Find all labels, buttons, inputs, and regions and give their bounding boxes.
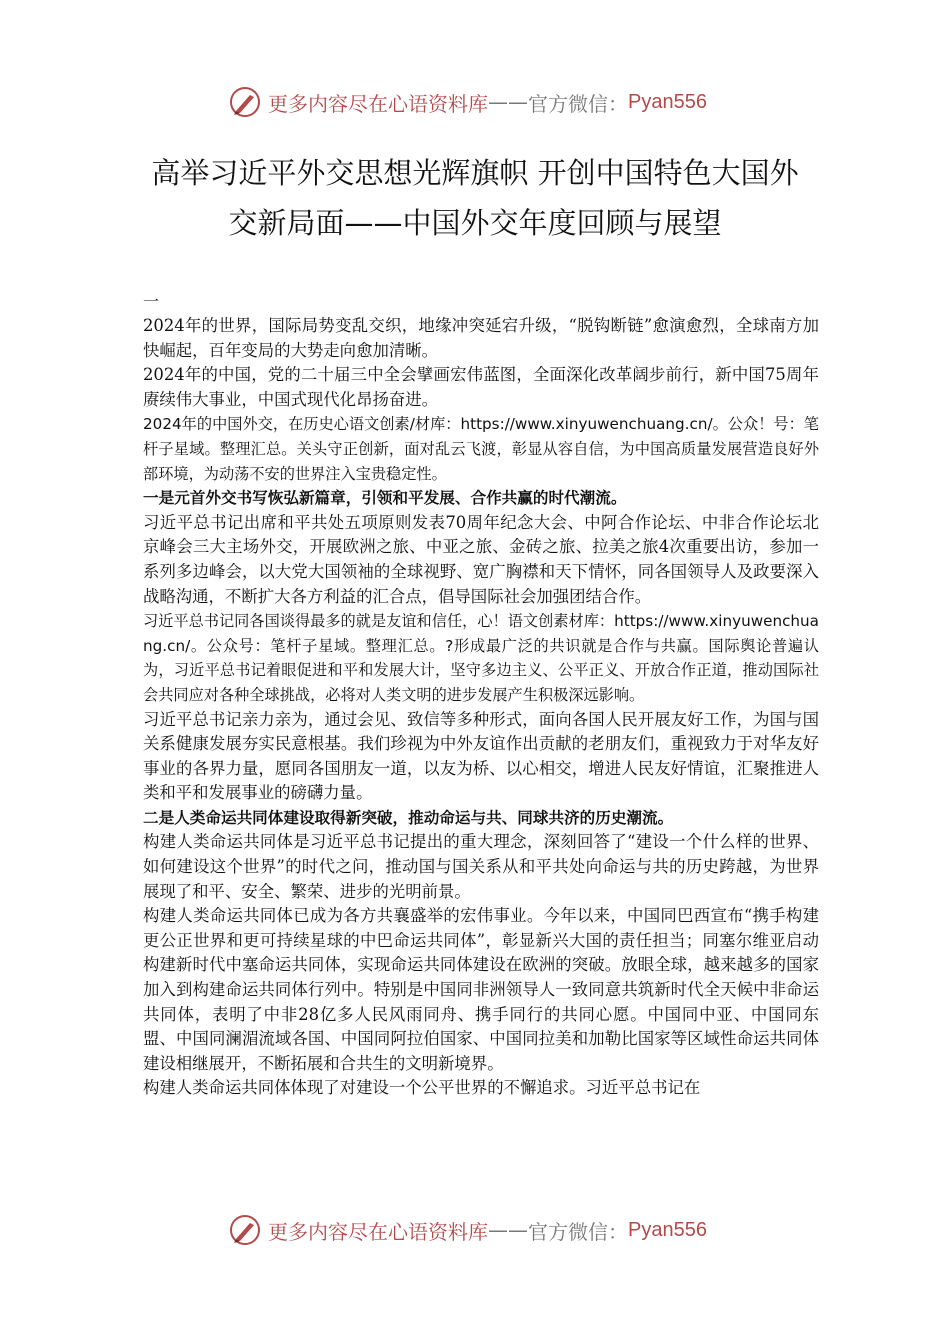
- banner-text: 更多内容尽在心语资料库: [268, 91, 488, 116]
- paragraph: 构建人类命运共同体体现了对建设一个公平世界的不懈追求。习近平总书记在: [143, 1078, 701, 1098]
- banner-dash: ——: [488, 1218, 528, 1242]
- banner-dash: ——: [488, 90, 528, 114]
- document-body: [143, 290, 819, 1101]
- paragraph: 构建人类命运共同体是习近平总书记提出的重大理念，深刻回答了“建设一个什么样的世界、如何建设这个世界”的时代之问，推动国与国关系从和平共处向命运与共的历史跨越，为世界展现了和平、安全、繁荣、进步的光明前景。: [143, 832, 819, 901]
- section-heading: 二是人类命运共同体建设取得新突破，推动命运与共、同球共济的历史潮流。: [143, 808, 674, 827]
- title-line-2: 交新局面——中国外交年度回顾与展望: [228, 206, 722, 240]
- banner-wechat-id: Pyan556: [628, 90, 707, 113]
- section-heading: 一是元首外交书写恢弘新篇章，引领和平发展、合作共赢的时代潮流。: [143, 489, 627, 508]
- document-title: [130, 148, 820, 248]
- banner-wechat-id: Pyan556: [628, 1218, 707, 1241]
- paragraph: 习近平总书记亲力亲为，通过会见、致信等多种形式，面向各国人民开展友好工作，为国与国关系健康发展夯实民意根基。我们珍视为中外友谊作出贡献的老朋友们，重视致力于对华友好事业的各界力量，愿同各国朋友一道，以友为桥、以心相交，增进人民友好情谊，汇聚推进人类和平和发展事业的磅礴力量。: [143, 709, 819, 803]
- header-banner: [228, 82, 748, 122]
- paragraph: 习近平总书记出席和平共处五项原则发表70周年纪念大会、中阿合作论坛、中非合作论坛北京峰会三大主场外交，开展欧洲之旅、中亚之旅、金砖之旅、拉美之旅4次重要出访，参加一系列多边峰会，以大党大国领袖的全球视野、宽广胸襟和天下情怀，同各国领导人及政要深入战略沟通，不断扩大各方利益的汇合点，倡导国际社会加强团结合作。: [143, 512, 819, 606]
- section-marker: 一: [143, 292, 160, 311]
- banner-text: 更多内容尽在心语资料库: [268, 1219, 488, 1244]
- footer-banner: [228, 1210, 748, 1250]
- banner-wechat-label: 官方微信：: [528, 1219, 628, 1244]
- paragraph: 构建人类命运共同体已成为各方共襄盛举的宏伟事业。今年以来，中国同巴西宣布“携手构建更公正世界和更可持续星球的中巴命运共同体”，彰显新兴大国的责任担当；同塞尔维亚启动构建新时代中塞命运共同体，实现命运共同体建设在欧洲的突破。放眼全球，越来越多的国家加入到构建命运共同体行列中。特别是中国同非洲领导人一致同意共筑新时代全天候中非命运共同体，表明了中非28亿多人民风雨同舟、携手同行的共同心愿。中国同中亚、中国同东盟、中国同澜湄流域各国、中国同阿拉伯国家、中国同拉美和加勒比国家等区域性命运共同体建设相继展开，不断拓展和合共生的文明新境界。: [143, 906, 819, 1073]
- pen-logo-icon: [228, 85, 262, 119]
- pen-logo-icon: [228, 1213, 262, 1247]
- paragraph: 2024年的中国外交，在历史心语文创素/材库：https://www.xinyuwenchuang.cn/。公众！号：笔杆子星域。整理汇总。关头守正创新，面对乱云飞渡，彰显从容自信，为中国高质量发展营造良好外部环境，为动荡不安的世界注入宝贵稳定性。: [143, 415, 819, 483]
- banner-wechat-label: 官方微信：: [528, 91, 628, 116]
- title-line-1: 高举习近平外交思想光辉旗帜 开创中国特色大国外: [151, 156, 799, 190]
- paragraph: 2024年的中国，党的二十届三中全会擘画宏伟蓝图，全面深化改革阔步前行，新中国75周年赓续伟大事业，中国式现代化昂扬奋进。: [143, 365, 819, 409]
- paragraph: 习近平总书记同各国谈得最多的就是友谊和信任，心！语文创素材库：https://www.xinyuwenchuang.cn/。公众号：笔杆子星域。整理汇总。?形成最广泛的共识就是合作与共赢。国际舆论普遍认为，习近平总书记着眼促进和平和发展大计，坚守多边主义、公平正义、开放合作正道，推动国际社会共同应对各种全球挑战，必将对人类文明的进步发展产生积极深远影响。: [143, 612, 819, 704]
- paragraph: 2024年的世界，国际局势变乱交织，地缘冲突延宕升级，“脱钩断链”愈演愈烈，全球南方加快崛起，百年变局的大势走向愈加清晰。: [143, 316, 819, 360]
